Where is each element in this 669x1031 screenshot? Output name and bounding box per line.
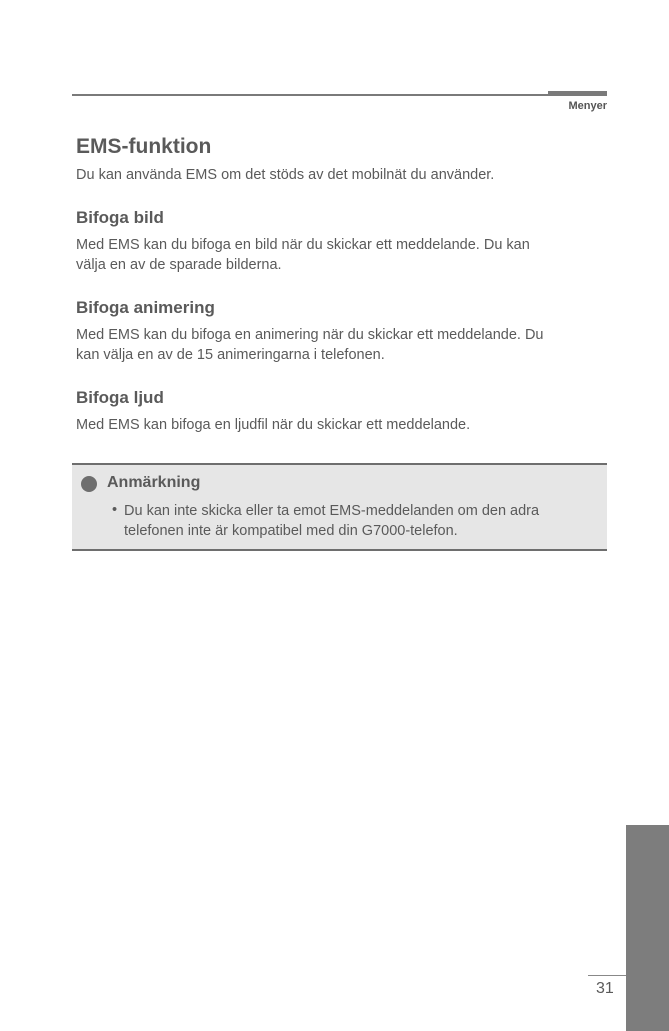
header-rule [72, 94, 607, 96]
body-line: Med EMS kan bifoga en ljudfil när du skickar ett meddelande. [76, 417, 471, 433]
note-text [124, 501, 604, 541]
section-ems [76, 134, 601, 185]
body-line: Med EMS kan du bifoga en bild när du skickar ett meddelande. Du kan [76, 237, 530, 253]
section-heading: Bifoga bild [76, 208, 164, 227]
section-attach-image [76, 207, 601, 275]
page-title: EMS-funktion [76, 135, 212, 158]
intro-text: Du kan använda EMS om det stöds av det mobilnät du använder. [76, 167, 495, 183]
bullet-icon: • [112, 502, 118, 518]
section-body [76, 415, 601, 435]
section-attach-animation [76, 297, 601, 365]
body-line: Med EMS kan du bifoga en animering när du skickar ett meddelande. Du [76, 327, 544, 343]
section-label: Menyer [568, 100, 607, 112]
page-number-rule [588, 975, 626, 976]
body-line: kan välja en av de 15 animeringarna i telefonen. [76, 347, 385, 363]
side-thumb-tab [626, 825, 669, 1031]
body-line: välja en av de sparade bilderna. [76, 257, 282, 273]
note-box [72, 463, 607, 551]
note-dot-icon [81, 476, 97, 492]
section-attach-sound [76, 387, 601, 435]
note-line: Du kan inte skicka eller ta emot EMS-meddelanden om den adra [124, 503, 540, 519]
main-content [76, 134, 601, 435]
section-heading: Bifoga animering [76, 298, 215, 317]
section-heading: Bifoga ljud [76, 388, 164, 407]
section-body [76, 235, 601, 275]
note-title: Anmärkning [107, 474, 201, 491]
header-tab-marker [548, 91, 607, 96]
page-number: 31 [596, 980, 614, 997]
note-line: telefonen inte är kompatibel med din G7000-telefon. [124, 523, 458, 539]
section-body [76, 325, 601, 365]
